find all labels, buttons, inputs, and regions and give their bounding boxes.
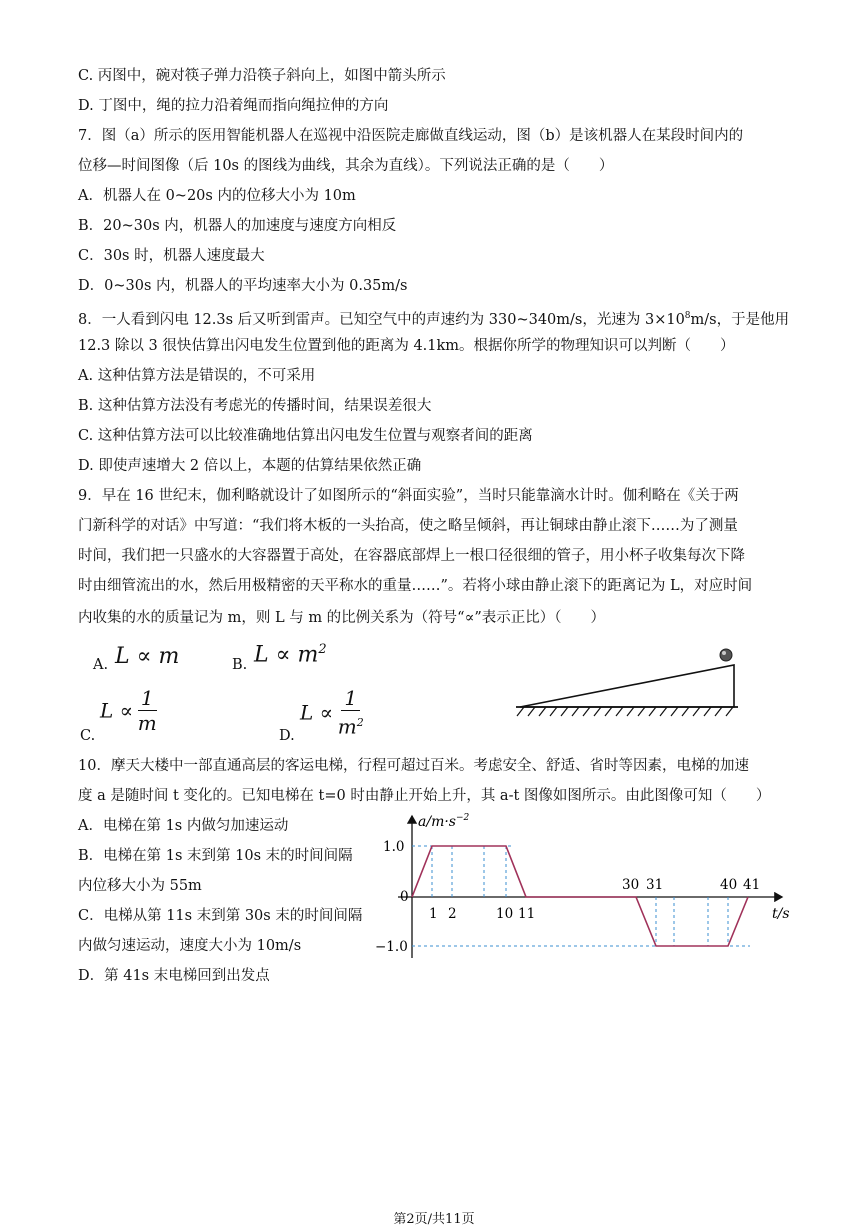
x-tick-label: 30 (622, 877, 640, 893)
hatch-mark (594, 707, 601, 716)
hatch-mark (572, 707, 579, 716)
q9-option-c-fraction (138, 686, 157, 735)
y-tick-label: −1.0 (375, 939, 408, 955)
q6-option-c: C. 丙图中，碗对筷子弹力沿筷子斜向上，如图中箭头所示 (78, 68, 446, 84)
q7-option-c: C．30s 时，机器人速度最大 (78, 248, 265, 264)
q9-option-a-formula: L ∝ m (115, 644, 180, 669)
hatch-mark (627, 707, 634, 716)
x-axis-label: t/s (772, 906, 790, 922)
q10-option-b-line1: B．电梯在第 1s 末到第 10s 末的时间间隔 (78, 848, 353, 864)
ball-highlight (722, 651, 726, 655)
q9-option-a-label: A. (93, 657, 109, 673)
x-tick-label: 40 (720, 877, 738, 893)
incline-ramp (520, 665, 734, 707)
hatch-mark (539, 707, 546, 716)
q7-stem-line2: 位移—时间图像（后 10s 的图线为曲线，其余为直线）。下列说法正确的是（ ） (78, 158, 614, 174)
hatch-mark (715, 707, 722, 716)
q10-option-a: A．电梯在第 1s 内做匀加速运动 (78, 818, 289, 834)
q9-option-b-label: B. (232, 657, 248, 673)
q9-option-c-denominator: m (137, 711, 157, 735)
q8-stem-line2: 12.3 除以 3 很快估算出闪电发生位置到他的距离为 4.1km。根据你所学的物理知识可以判断（ ） (78, 338, 735, 354)
q7-option-a: A．机器人在 0~20s 内的位移大小为 10m (78, 188, 356, 204)
q9-option-d-label: D. (279, 728, 295, 744)
ball-icon (720, 649, 732, 661)
x-tick-label: 1 (429, 906, 438, 922)
q9-stem-line4: 时由细管流出的水，然后用极精密的天平称水的重量……”。若将小球由静止滚下的距离记为 L，对应时间 (78, 578, 753, 594)
q8-option-a: A. 这种估算方法是错误的，不可采用 (78, 368, 316, 384)
q9-option-c-formula (100, 686, 157, 735)
page-footer: 第2页/共11页 (393, 1212, 475, 1227)
hatch-mark (550, 707, 557, 716)
q8-stem-exponent: 8 (684, 311, 691, 321)
q9-option-d-numerator: 1 (341, 686, 360, 711)
x-tick-label: 11 (518, 906, 536, 922)
q8-stem-pre: 8．一人看到闪电 12.3s 后又听到雷声。已知空气中的声速约为 330~340m/s，光速为 3×10 (78, 311, 685, 328)
q10-option-c-line2: 内做匀速运动，速度大小为 10m/s (78, 938, 302, 954)
acceleration-curve (412, 846, 748, 946)
hatch-mark (638, 707, 645, 716)
q8-option-c: C. 这种估算方法可以比较准确地估算出闪电发生位置与观察者间的距离 (78, 428, 533, 444)
q10-option-c-line1: C．电梯从第 11s 末到第 30s 末的时间间隔 (78, 908, 363, 924)
q9-stem-line2: 门新科学的对话》中写道：“我们将木板的一头抬高，使之略呈倾斜，再让铜球由静止滚下……为了测量 (78, 518, 738, 534)
hatch-mark (616, 707, 623, 716)
q9-option-d-fraction (338, 686, 364, 739)
q6-option-d: D. 丁图中，绳的拉力沿着绳而指向绳拉伸的方向 (78, 98, 389, 114)
q9-stem-line3: 时间，我们把一只盛水的大容器置于高处，在容器底部焊上一根口径很细的管子，用小杯子收集每次下降 (78, 548, 745, 564)
incline-diagram (512, 642, 744, 722)
q10-option-b-line2: 内位移大小为 55m (78, 878, 202, 894)
q9-option-d-denominator (338, 711, 364, 739)
q9-option-b-formula (254, 642, 327, 667)
q9-option-d-den-exponent: 2 (356, 716, 364, 729)
y-axis-label: $a/m\cdot s^{-2}$ (418, 813, 470, 830)
dash-guides (412, 846, 750, 946)
q10-stem-line2: 度 a 是随时间 t 变化的。已知电梯在 t=0 时由静止开始上升，其 a-t 图像如图所示。由此图像可知（ ） (78, 788, 771, 804)
hatch-mark (649, 707, 656, 716)
q10-stem-line1: 10．摩天大楼中一部直通高层的客运电梯，行程可超过百米。考虑安全、舒适、省时等因素，电梯的加速 (78, 758, 749, 774)
hatch-mark (517, 707, 524, 716)
q9-option-c-lhs: L ∝ (100, 698, 134, 723)
hatch-mark (561, 707, 568, 716)
q8-stem-post: m/s，于是他用 (690, 311, 790, 328)
q9-option-c-label: C. (80, 728, 96, 744)
q9-option-d-lhs: L ∝ (300, 700, 334, 725)
q9-option-b-exponent: 2 (318, 642, 327, 657)
q9-stem-line5: 内收集的水的质量记为 m，则 L 与 m 的比例关系为（符号“∝”表示正比）（ ） (78, 610, 606, 626)
q9-option-c-numerator: 1 (138, 686, 157, 711)
q7-stem-line1: 7．图（a）所示的医用智能机器人在巡视中沿医院走廊做直线运动，图（b）是该机器人在某段时间内的 (78, 128, 744, 144)
q8-option-d: D. 即使声速增大 2 倍以上，本题的估算结果依然正确 (78, 458, 422, 474)
y-tick-label: 1.0 (383, 839, 405, 855)
x-tick-label: 41 (743, 877, 761, 893)
x-tick-label: 10 (496, 906, 514, 922)
q9-option-d-den-base: m (337, 714, 357, 739)
hatch-mark (605, 707, 612, 716)
q7-option-d: D．0~30s 内，机器人的平均速率大小为 0.35m/s (78, 278, 408, 294)
q8-option-b: B. 这种估算方法没有考虑光的传播时间，结果误差很大 (78, 398, 432, 414)
hatch-mark (726, 707, 733, 716)
x-tick-label: 31 (646, 877, 664, 893)
hatch-mark (583, 707, 590, 716)
y-tick-label: 0 (400, 889, 409, 905)
hatch-mark (704, 707, 711, 716)
hatch-mark (660, 707, 667, 716)
hatch-mark (682, 707, 689, 716)
y-axis-label-sup: −2 (455, 813, 470, 823)
q10-option-d: D．第 41s 末电梯回到出发点 (78, 968, 270, 984)
q9-option-b-expr: L ∝ m (254, 642, 319, 668)
hatch-mark (693, 707, 700, 716)
hatch-mark (528, 707, 535, 716)
q9-stem-line1: 9．早在 16 世纪末，伽利略就设计了如图所示的“斜面实验”，当时只能靠滴水计时。伽利略在《关于两 (78, 488, 739, 504)
q7-option-b: B．20~30s 内，机器人的加速度与速度方向相反 (78, 218, 397, 234)
x-tick-label: 2 (448, 906, 457, 922)
hatch-mark (671, 707, 678, 716)
q9-option-d-formula (300, 686, 364, 739)
ground-hatch (517, 707, 733, 716)
a-t-graph (370, 808, 800, 968)
q8-stem-line1 (78, 306, 789, 330)
